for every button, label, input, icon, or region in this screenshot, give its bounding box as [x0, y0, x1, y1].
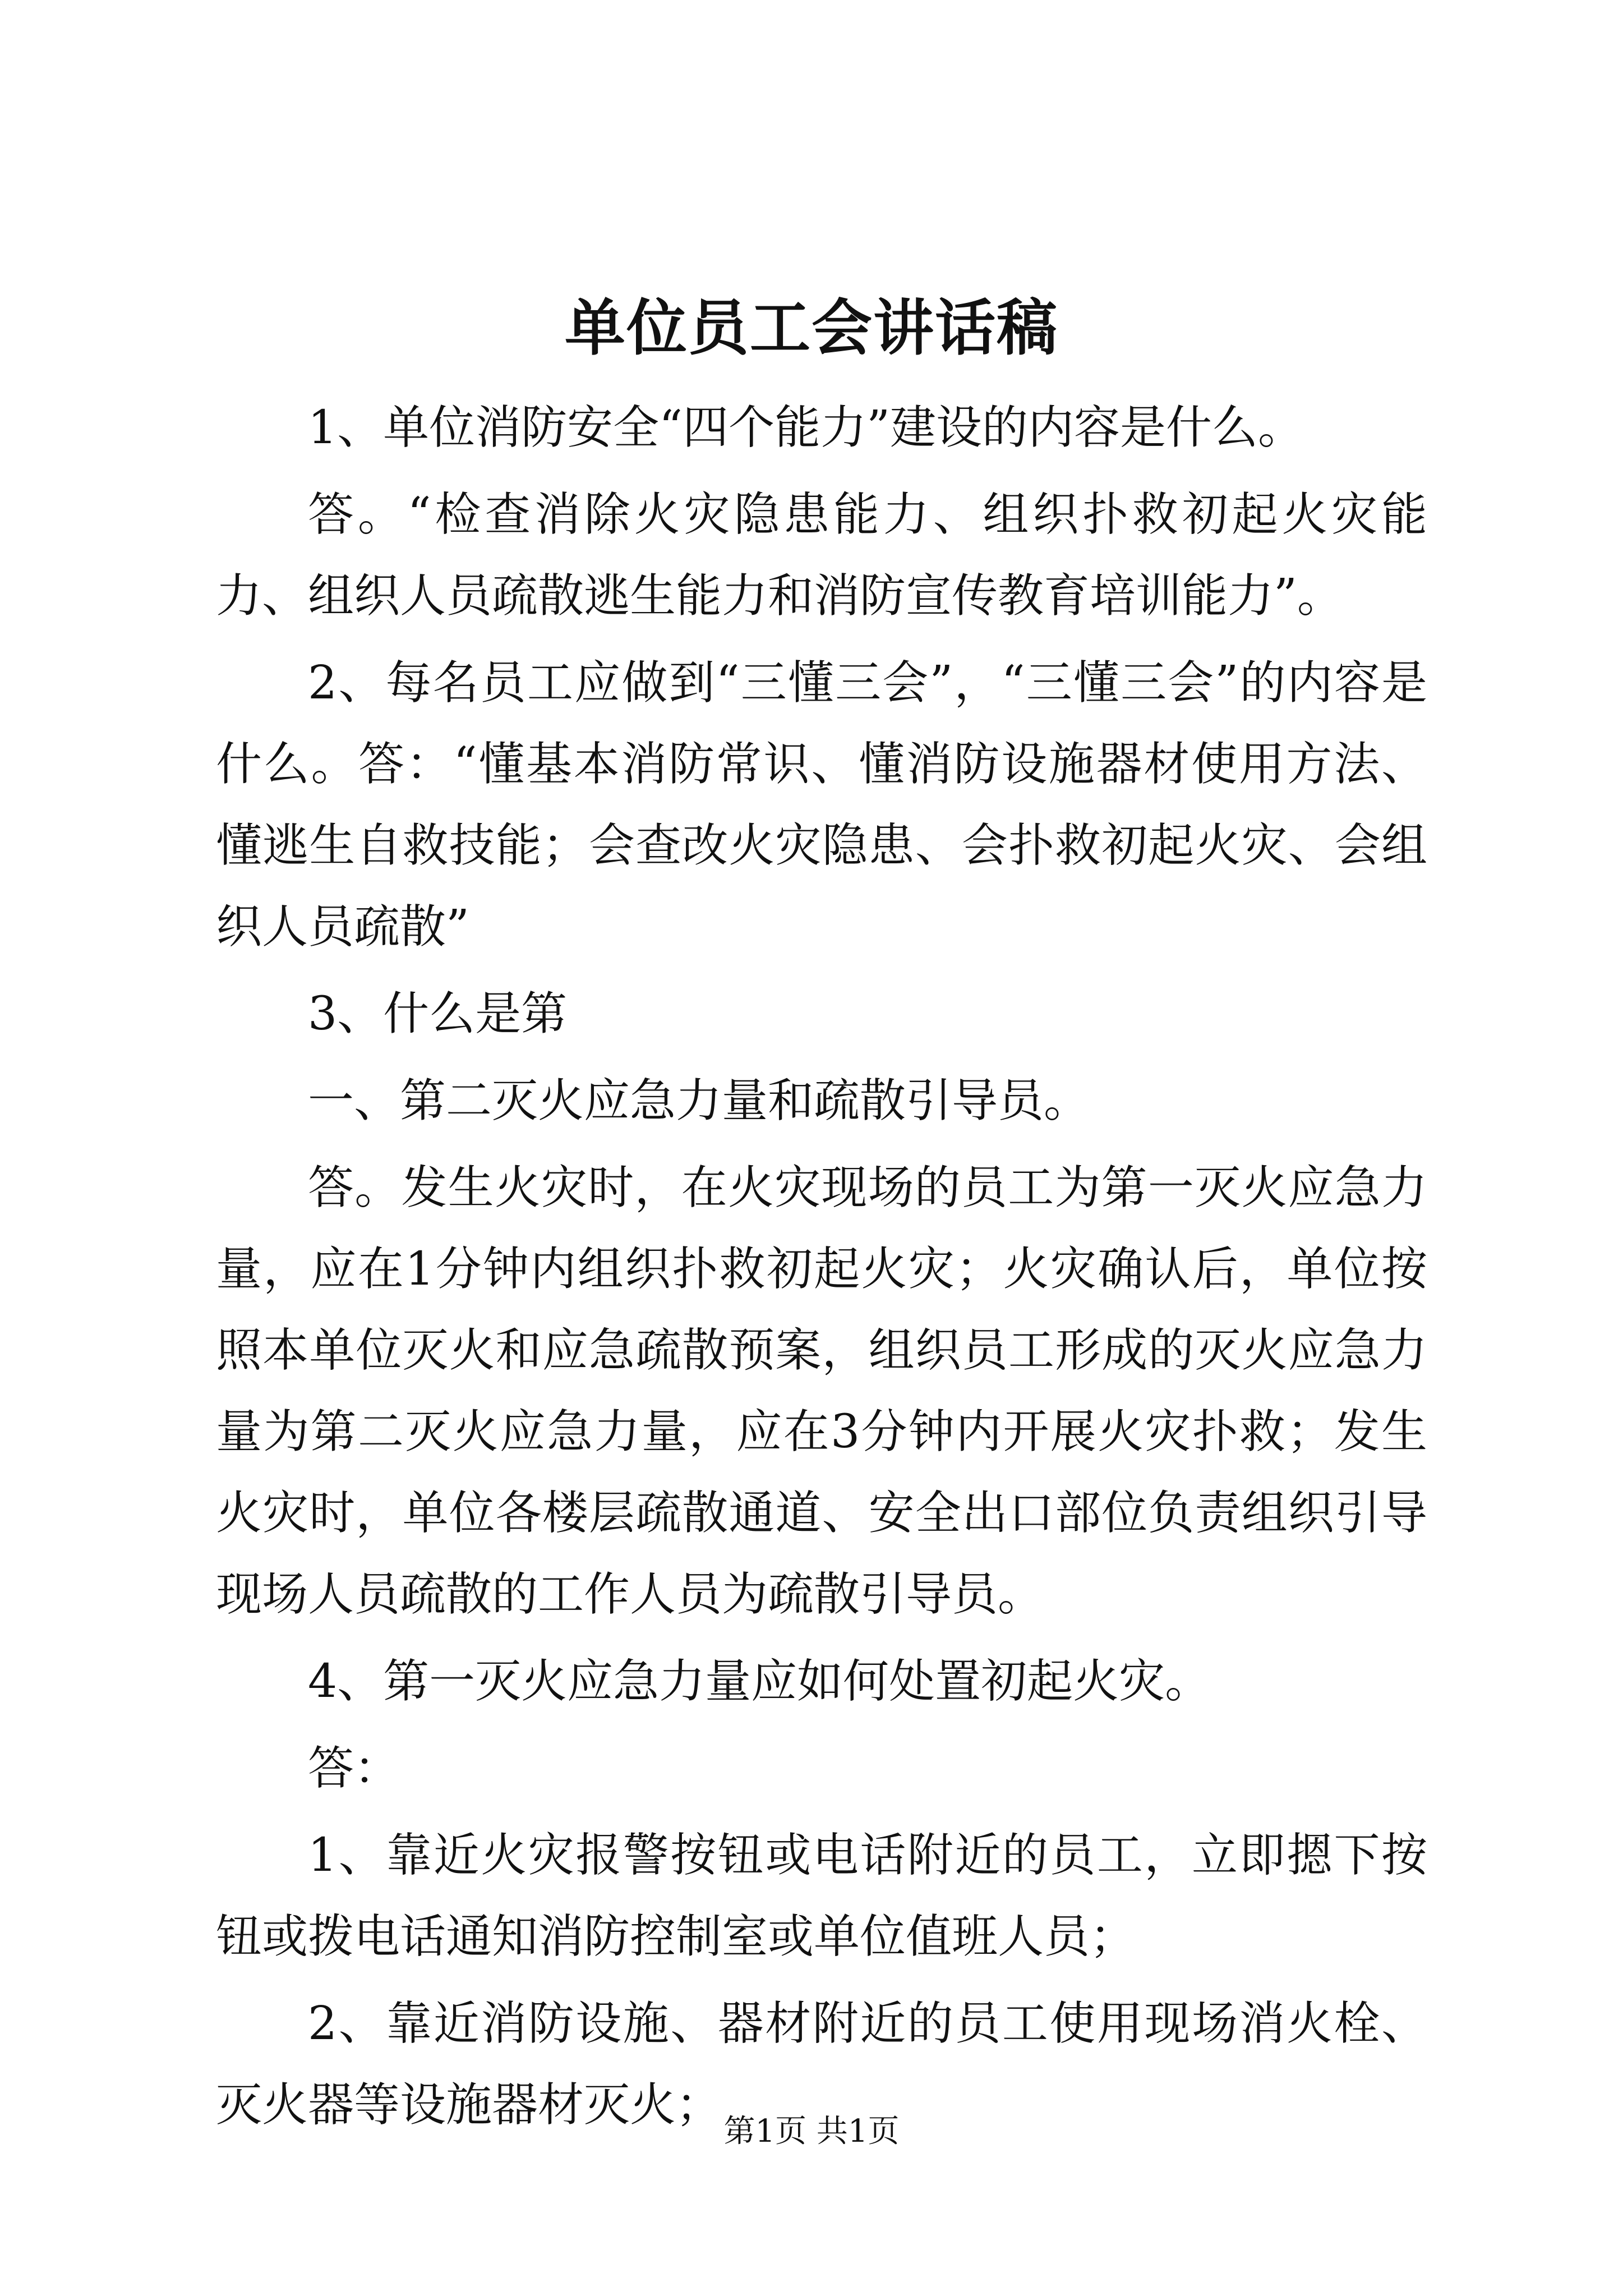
paragraph-a4-label: 答：	[308, 1742, 400, 1795]
paragraph-q3: 3、什么是第	[308, 987, 568, 1041]
document-title: 单位员工会讲话稿	[564, 293, 1058, 364]
paragraph-a3: 答。发生火灾时，在火灾现场的员工为第一灭火应急力量，应在1分钟内组织扑救初起火灾；火灾确认后，单位按照本单位灭火和应急疏散预案，组织员工形成的灭火应急力量为第二灭火应急力量，应在3分钟内开展火灾扑救；发生火灾时，单位各楼层疏散通道、安全出口部位负责组织引导现场人员疏散的工作人员为疏散引导员。	[216, 1161, 1427, 1621]
document-body	[216, 387, 1427, 2146]
paragraph-q4: 4、第一灭火应急力量应如何处置初起火灾。	[308, 1655, 1211, 1708]
paragraph-q2: 2、每名员工应做到“三懂三会”，“三懂三会”的内容是什么。答：“懂基本消防常识、懂消防设施器材使用方法、懂逃生自救技能；会查改火灾隐患、会扑救初起火灾、会组织人员疏散”	[216, 656, 1427, 954]
paragraph-a4-item2: 2、靠近消防设施、器材附近的员工使用现场消火栓、灭火器等设施器材灭火；	[216, 1997, 1427, 2132]
paragraph-a4-item1: 1、靠近火灾报警按钮或电话附近的员工，立即摁下按钮或拨电话通知消防控制室或单位值班人员；	[216, 1829, 1427, 1963]
paragraph-a1: 答。“检查消除火灾隐患能力、组织扑救初起火灾能力、组织人员疏散逃生能力和消防宣传教育培训能力”。	[216, 488, 1427, 623]
paragraph-q3-cont: 一、第二灭火应急力量和疏散引导员。	[308, 1074, 1090, 1128]
paragraph-q1: 1、单位消防安全“四个能力”建设的内容是什么。	[308, 401, 1304, 454]
page-footer: 第1页 共1页	[723, 2113, 900, 2150]
